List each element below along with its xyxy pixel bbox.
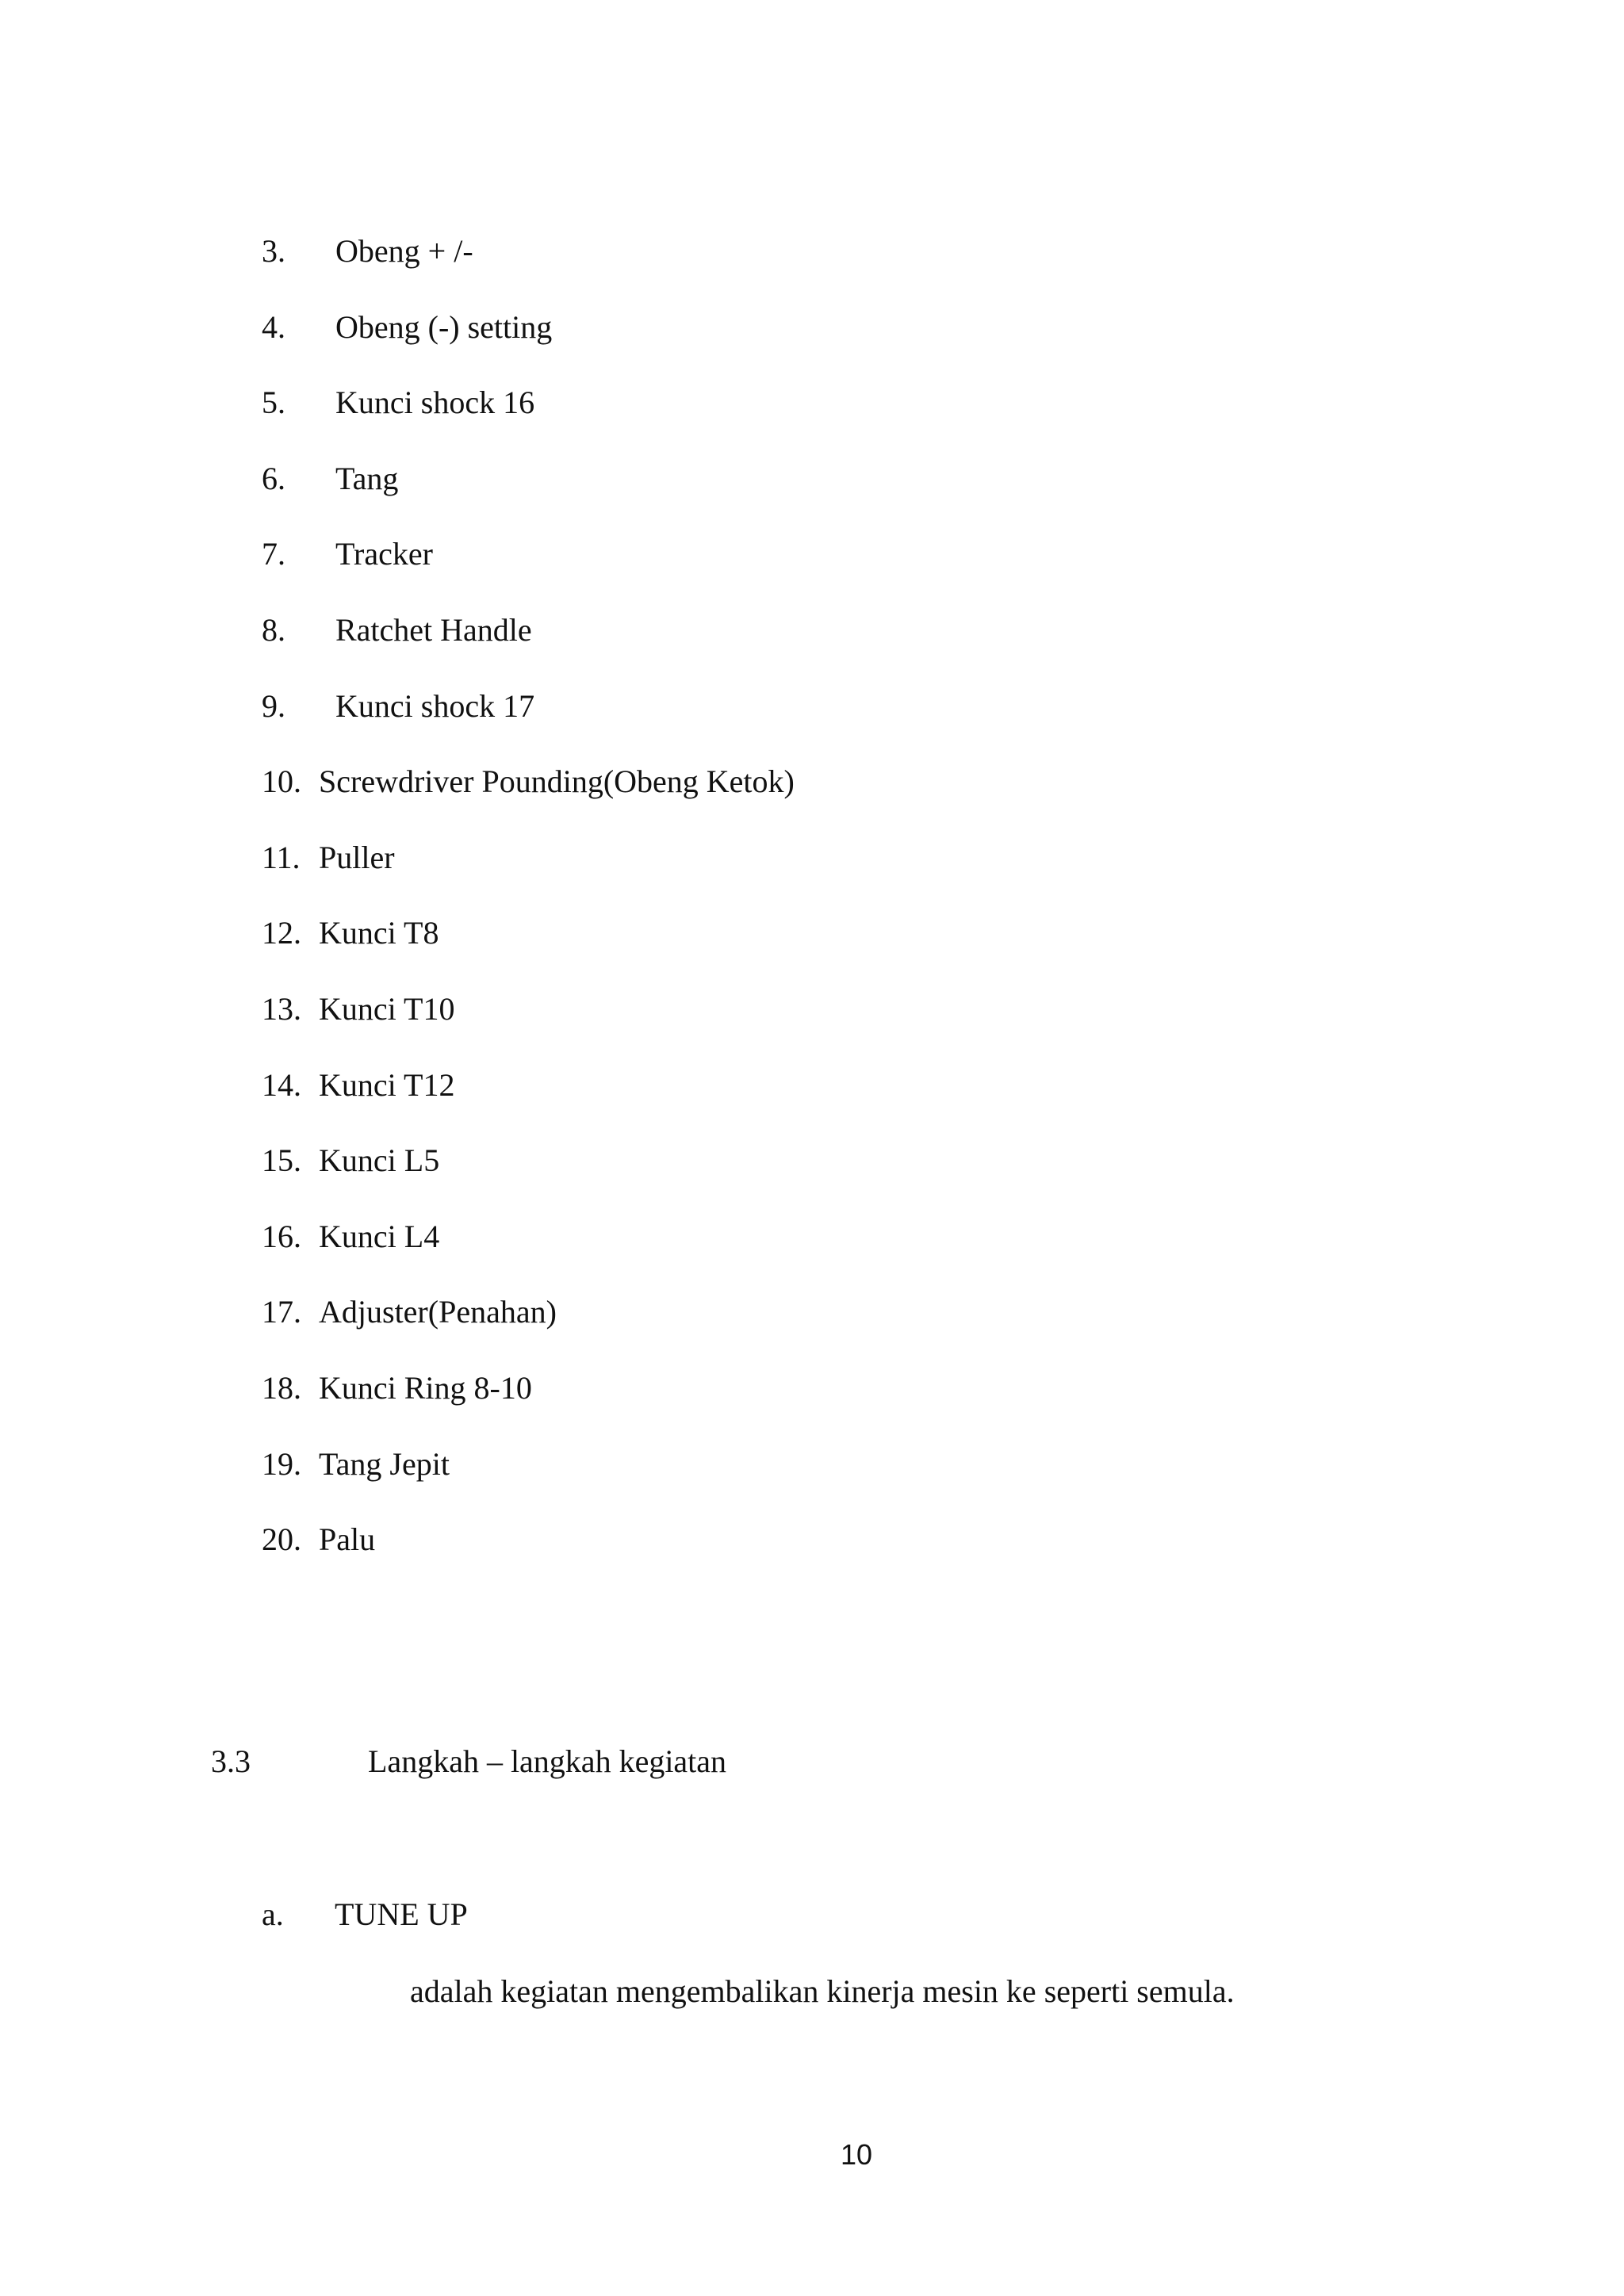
list-item-label: Screwdriver Pounding(Obeng Ketok) [319, 763, 795, 800]
section-title: Langkah – langkah kegiatan [368, 1743, 727, 1779]
list-item [262, 1363, 795, 1439]
list-item-number: 7. [262, 536, 285, 572]
list-item-label: Kunci L5 [319, 1142, 440, 1179]
list-item-number: 4. [262, 308, 285, 345]
list-item-label: Obeng + /- [335, 233, 473, 269]
list-item [262, 377, 795, 453]
list-item-label: Obeng (-) setting [335, 308, 553, 345]
list-item [262, 226, 795, 302]
list-item-label: Kunci T12 [319, 1066, 455, 1103]
list-item-label: Adjuster(Penahan) [319, 1294, 557, 1330]
list-item-number: 18. [262, 1369, 301, 1406]
list-item-number: 6. [262, 460, 285, 496]
list-item-label: Kunci Ring 8-10 [319, 1369, 532, 1406]
list-item [262, 453, 795, 530]
list-item [262, 302, 795, 378]
list-item-number: 17. [262, 1294, 301, 1330]
list-item-label: Tang Jepit [319, 1445, 450, 1482]
list-item-number: 20. [262, 1521, 301, 1558]
section-heading [211, 1736, 726, 1787]
subsection-heading [262, 1889, 468, 1940]
subsection-paragraph: adalah kegiatan mengembalikan kinerja mesin ke seperti semula. [410, 1973, 1235, 2009]
list-item [262, 1287, 795, 1363]
list-item-number: 16. [262, 1218, 301, 1254]
list-item [262, 605, 795, 681]
list-item [262, 1135, 795, 1211]
list-item-number: 5. [262, 385, 285, 421]
list-item [262, 832, 795, 909]
list-item-label: Tracker [335, 536, 433, 572]
list-item [262, 1439, 795, 1515]
list-item [262, 908, 795, 984]
list-item-number: 3. [262, 233, 285, 269]
list-item-number: 11. [262, 839, 301, 875]
list-item-label: Kunci shock 17 [335, 687, 535, 724]
list-item [262, 1514, 795, 1590]
list-item-label: Tang [335, 460, 399, 496]
list-item [262, 984, 795, 1060]
list-item-number: 10. [262, 763, 301, 800]
list-item [262, 529, 795, 605]
list-item-label: Puller [319, 839, 395, 875]
list-item-label: Ratchet Handle [335, 611, 532, 648]
tool-list [262, 226, 795, 1590]
page-number: 10 [840, 2138, 873, 2171]
subsection-letter: a. [262, 1896, 284, 1932]
list-item-label: Palu [319, 1521, 376, 1558]
list-item-label: Kunci T10 [319, 990, 455, 1027]
list-item-number: 19. [262, 1445, 301, 1482]
list-item-number: 12. [262, 915, 301, 951]
section-number: 3.3 [211, 1743, 251, 1779]
list-item [262, 1060, 795, 1136]
list-item-number: 8. [262, 611, 285, 648]
list-item-number: 13. [262, 990, 301, 1027]
list-item-label: Kunci shock 16 [335, 385, 535, 421]
list-item-number: 9. [262, 687, 285, 724]
list-item [262, 1211, 795, 1288]
subsection-title: TUNE UP [335, 1896, 468, 1932]
list-item [262, 681, 795, 757]
list-item-label: Kunci T8 [319, 915, 439, 951]
list-item-number: 15. [262, 1142, 301, 1179]
list-item [262, 756, 795, 832]
list-item-label: Kunci L4 [319, 1218, 440, 1254]
list-item-number: 14. [262, 1066, 301, 1103]
